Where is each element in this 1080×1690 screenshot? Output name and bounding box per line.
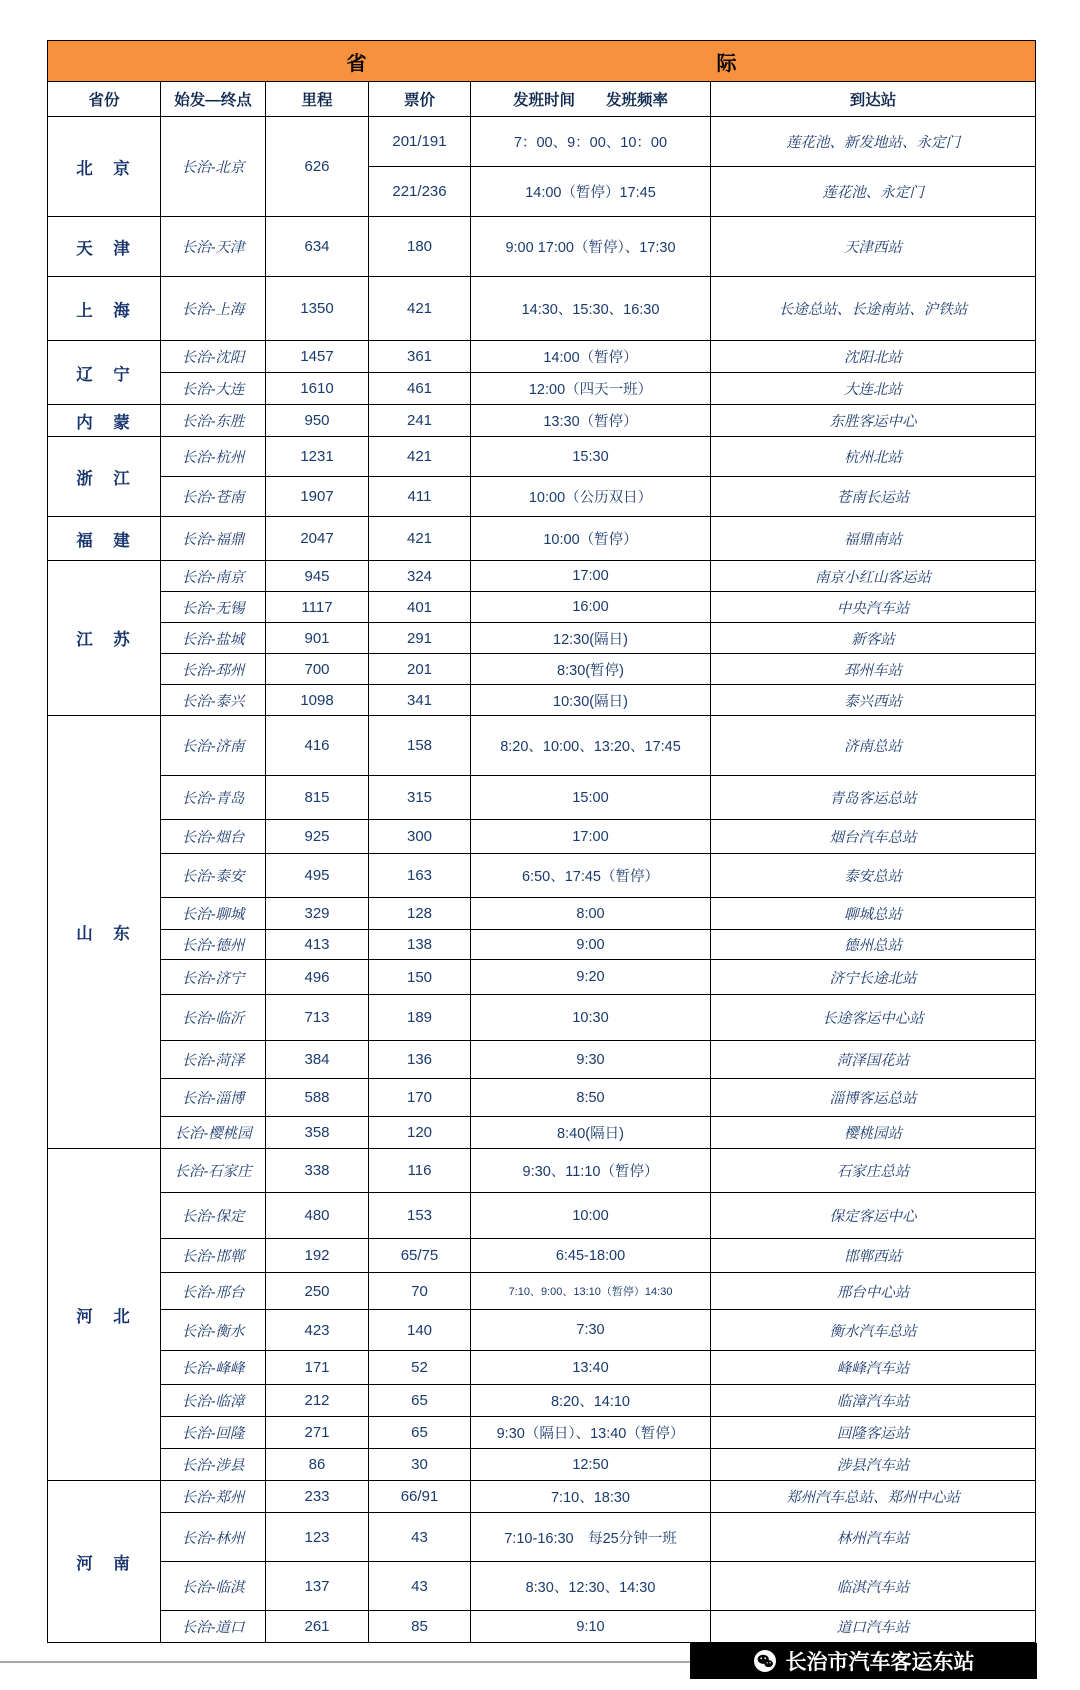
arrive-cell: 林州汽车站	[711, 1513, 1036, 1562]
time-cell: 15:00	[471, 776, 711, 820]
table-row	[48, 995, 1036, 1041]
price-cell: 138	[369, 930, 471, 960]
arrive-cell: 道口汽车站	[711, 1611, 1036, 1643]
time-cell: 9:00	[471, 930, 711, 960]
title-right-char: 际	[716, 52, 737, 75]
arrive-cell: 南京小红山客运站	[711, 561, 1036, 592]
price-cell: 241	[369, 405, 471, 437]
time-cell: 14:30、15:30、16:30	[471, 277, 711, 341]
route-cell: 长治-邯郸	[161, 1239, 266, 1273]
route-cell: 长治-菏泽	[161, 1041, 266, 1079]
time-cell: 14:00（暂停）	[471, 341, 711, 373]
mileage-cell: 233	[266, 1481, 369, 1513]
price-cell: 361	[369, 341, 471, 373]
table-row	[48, 1513, 1036, 1562]
table-row	[48, 898, 1036, 930]
route-cell: 长治-石家庄	[161, 1149, 266, 1193]
mileage-cell: 496	[266, 960, 369, 995]
province-cell: 山 东	[48, 716, 161, 1149]
price-cell: 401	[369, 592, 471, 623]
mileage-cell: 634	[266, 217, 369, 277]
mileage-cell: 413	[266, 930, 369, 960]
price-cell: 158	[369, 716, 471, 776]
province-cell: 福 建	[48, 517, 161, 561]
province-cell: 浙 江	[48, 437, 161, 517]
arrive-cell: 临淇汽车站	[711, 1562, 1036, 1611]
route-cell: 长治-回隆	[161, 1417, 266, 1449]
arrive-cell: 天津西站	[711, 217, 1036, 277]
arrive-cell: 苍南长运站	[711, 477, 1036, 517]
column-header: 省份	[48, 82, 161, 117]
price-cell: 421	[369, 437, 471, 477]
route-cell: 长治-泰兴	[161, 685, 266, 716]
price-cell: 163	[369, 854, 471, 898]
price-cell: 221/236	[369, 167, 471, 217]
time-cell: 12:30(隔日)	[471, 623, 711, 654]
table-row	[48, 654, 1036, 685]
table-row	[48, 1385, 1036, 1417]
time-cell: 16:00	[471, 592, 711, 623]
mileage-cell: 925	[266, 820, 369, 854]
mileage-cell: 137	[266, 1562, 369, 1611]
price-cell: 421	[369, 277, 471, 341]
mileage-cell: 1231	[266, 437, 369, 477]
time-cell: 15:30	[471, 437, 711, 477]
table-row	[48, 685, 1036, 716]
column-header: 里程	[266, 82, 369, 117]
mileage-cell: 1457	[266, 341, 369, 373]
route-cell: 长治-临淇	[161, 1562, 266, 1611]
arrive-cell: 莲花池、永定门	[711, 167, 1036, 217]
arrive-cell: 东胜客运中心	[711, 405, 1036, 437]
mileage-cell: 815	[266, 776, 369, 820]
table-row	[48, 517, 1036, 561]
table-row	[48, 1481, 1036, 1513]
province-cell: 上 海	[48, 277, 161, 341]
price-cell: 201/191	[369, 117, 471, 167]
price-cell: 65	[369, 1417, 471, 1449]
price-cell: 85	[369, 1611, 471, 1643]
province-cell: 天 津	[48, 217, 161, 277]
route-cell: 长治-济南	[161, 716, 266, 776]
table-row	[48, 820, 1036, 854]
price-cell: 128	[369, 898, 471, 930]
province-cell: 江 苏	[48, 561, 161, 716]
mileage-cell: 192	[266, 1239, 369, 1273]
time-cell: 12:00（四天一班）	[471, 373, 711, 405]
table-row	[48, 561, 1036, 592]
time-cell: 17:00	[471, 820, 711, 854]
time-cell: 8:50	[471, 1079, 711, 1117]
time-cell: 9:30（隔日）、13:40（暂停）	[471, 1417, 711, 1449]
table-row	[48, 716, 1036, 776]
price-cell: 421	[369, 517, 471, 561]
province-cell: 内 蒙	[48, 405, 161, 437]
arrive-cell: 烟台汽车总站	[711, 820, 1036, 854]
table-row	[48, 117, 1036, 167]
mileage-cell: 1907	[266, 477, 369, 517]
time-cell: 9:20	[471, 960, 711, 995]
time-cell: 7：00、9：00、10：00	[471, 117, 711, 167]
route-cell: 长治-峰峰	[161, 1351, 266, 1385]
time-cell: 7:30	[471, 1310, 711, 1351]
table-row	[48, 341, 1036, 373]
route-cell: 长治-淄博	[161, 1079, 266, 1117]
table-row	[48, 623, 1036, 654]
mileage-cell: 945	[266, 561, 369, 592]
price-cell: 30	[369, 1449, 471, 1481]
time-cell: 14:00（暂停）17:45	[471, 167, 711, 217]
time-cell: 6:50、17:45（暂停）	[471, 854, 711, 898]
mileage-cell: 950	[266, 405, 369, 437]
price-cell: 189	[369, 995, 471, 1041]
arrive-cell: 福鼎南站	[711, 517, 1036, 561]
table-row	[48, 1117, 1036, 1149]
mileage-cell: 1098	[266, 685, 369, 716]
time-cell: 13:30（暂停）	[471, 405, 711, 437]
route-cell: 长治-青岛	[161, 776, 266, 820]
arrive-cell: 济宁长途北站	[711, 960, 1036, 995]
mileage-cell: 626	[266, 117, 369, 217]
price-cell: 300	[369, 820, 471, 854]
route-cell: 长治-杭州	[161, 437, 266, 477]
route-cell: 长治-大连	[161, 373, 266, 405]
table-row	[48, 477, 1036, 517]
arrive-cell: 青岛客运总站	[711, 776, 1036, 820]
table-row	[48, 1310, 1036, 1351]
route-cell: 长治-林州	[161, 1513, 266, 1562]
route-cell: 长治-泰安	[161, 854, 266, 898]
column-header: 始发—终点	[161, 82, 266, 117]
table-row	[48, 1239, 1036, 1273]
route-cell: 长治-道口	[161, 1611, 266, 1643]
route-cell: 长治-樱桃园	[161, 1117, 266, 1149]
mileage-cell: 901	[266, 623, 369, 654]
mileage-cell: 384	[266, 1041, 369, 1079]
province-cell: 辽 宁	[48, 341, 161, 405]
table-row	[48, 1449, 1036, 1481]
route-cell: 长治-北京	[161, 117, 266, 217]
route-cell: 长治-烟台	[161, 820, 266, 854]
table-row	[48, 930, 1036, 960]
route-cell: 长治-上海	[161, 277, 266, 341]
arrive-cell: 聊城总站	[711, 898, 1036, 930]
mileage-cell: 700	[266, 654, 369, 685]
price-cell: 136	[369, 1041, 471, 1079]
province-cell: 北 京	[48, 117, 161, 217]
table-title-row	[48, 41, 1036, 82]
arrive-cell: 回隆客运站	[711, 1417, 1036, 1449]
price-cell: 201	[369, 654, 471, 685]
table-row	[48, 1193, 1036, 1239]
price-cell: 140	[369, 1310, 471, 1351]
arrive-cell: 新客站	[711, 623, 1036, 654]
time-cell: 9:10	[471, 1611, 711, 1643]
time-cell: 6:45-18:00	[471, 1239, 711, 1273]
table-row	[48, 1079, 1036, 1117]
time-cell: 8:30(暂停)	[471, 654, 711, 685]
route-cell: 长治-沈阳	[161, 341, 266, 373]
mileage-cell: 588	[266, 1079, 369, 1117]
route-cell: 长治-无锡	[161, 592, 266, 623]
mileage-cell: 123	[266, 1513, 369, 1562]
price-cell: 65/75	[369, 1239, 471, 1273]
mileage-cell: 212	[266, 1385, 369, 1417]
time-cell: 12:50	[471, 1449, 711, 1481]
price-cell: 324	[369, 561, 471, 592]
route-cell: 长治-天津	[161, 217, 266, 277]
schedule-table-body	[48, 117, 1036, 1643]
price-cell: 170	[369, 1079, 471, 1117]
time-cell: 10:30(隔日)	[471, 685, 711, 716]
column-header-row	[48, 82, 1036, 117]
station-banner	[690, 1643, 1037, 1679]
mileage-cell: 1350	[266, 277, 369, 341]
price-cell: 153	[369, 1193, 471, 1239]
time-cell: 8:30、12:30、14:30	[471, 1562, 711, 1611]
route-cell: 长治-邳州	[161, 654, 266, 685]
table-row	[48, 1611, 1036, 1643]
arrive-cell: 涉县汽车站	[711, 1449, 1036, 1481]
province-cell: 河 南	[48, 1481, 161, 1643]
arrive-cell: 长途总站、长途南站、沪铁站	[711, 277, 1036, 341]
table-row	[48, 217, 1036, 277]
table-row	[48, 1351, 1036, 1385]
time-cell: 17:00	[471, 561, 711, 592]
title-left-char: 省	[346, 52, 367, 75]
mileage-cell: 250	[266, 1273, 369, 1310]
price-cell: 52	[369, 1351, 471, 1385]
mileage-cell: 416	[266, 716, 369, 776]
time-cell: 13:40	[471, 1351, 711, 1385]
mileage-cell: 1117	[266, 592, 369, 623]
arrive-cell: 峰峰汽车站	[711, 1351, 1036, 1385]
time-cell: 7:10、18:30	[471, 1481, 711, 1513]
time-cell: 9:30	[471, 1041, 711, 1079]
route-cell: 长治-涉县	[161, 1449, 266, 1481]
table-row	[48, 1273, 1036, 1310]
arrive-cell: 郑州汽车总站、郑州中心站	[711, 1481, 1036, 1513]
price-cell: 291	[369, 623, 471, 654]
arrive-cell: 邢台中心站	[711, 1273, 1036, 1310]
time-cell: 8:20、10:00、13:20、17:45	[471, 716, 711, 776]
time-cell: 9:00 17:00（暂停）、17:30	[471, 217, 711, 277]
time-cell: 8:20、14:10	[471, 1385, 711, 1417]
column-header: 发班时间 发班频率	[471, 82, 711, 117]
arrive-cell: 济南总站	[711, 716, 1036, 776]
table-row	[48, 277, 1036, 341]
time-cell: 7:10、9:00、13:10（暂停）14:30	[471, 1273, 711, 1310]
time-cell: 10:00（公历双日）	[471, 477, 711, 517]
table-title	[48, 41, 1036, 82]
arrive-cell: 邯郸西站	[711, 1239, 1036, 1273]
table-row	[48, 776, 1036, 820]
price-cell: 116	[369, 1149, 471, 1193]
station-name: 长治市汽车客运东站	[785, 1651, 975, 1674]
price-cell: 341	[369, 685, 471, 716]
mileage-cell: 423	[266, 1310, 369, 1351]
arrive-cell: 衡水汽车总站	[711, 1310, 1036, 1351]
arrive-cell: 大连北站	[711, 373, 1036, 405]
route-cell: 长治-福鼎	[161, 517, 266, 561]
arrive-cell: 保定客运中心	[711, 1193, 1036, 1239]
price-cell: 315	[369, 776, 471, 820]
route-cell: 长治-郑州	[161, 1481, 266, 1513]
arrive-cell: 沈阳北站	[711, 341, 1036, 373]
table-row	[48, 1149, 1036, 1193]
time-cell: 9:30、11:10（暂停）	[471, 1149, 711, 1193]
route-cell: 长治-邢台	[161, 1273, 266, 1310]
arrive-cell: 邳州车站	[711, 654, 1036, 685]
column-header: 票价	[369, 82, 471, 117]
table-row	[48, 373, 1036, 405]
time-cell: 10:00	[471, 1193, 711, 1239]
arrive-cell: 中央汽车站	[711, 592, 1036, 623]
table-row	[48, 405, 1036, 437]
arrive-cell: 淄博客运总站	[711, 1079, 1036, 1117]
arrive-cell: 泰兴西站	[711, 685, 1036, 716]
price-cell: 65	[369, 1385, 471, 1417]
route-cell: 长治-德州	[161, 930, 266, 960]
route-cell: 长治-济宁	[161, 960, 266, 995]
mileage-cell: 329	[266, 898, 369, 930]
price-cell: 43	[369, 1562, 471, 1611]
time-cell: 10:30	[471, 995, 711, 1041]
mileage-cell: 713	[266, 995, 369, 1041]
arrive-cell: 石家庄总站	[711, 1149, 1036, 1193]
table-title-text	[52, 47, 1031, 76]
route-cell: 长治-聊城	[161, 898, 266, 930]
mileage-cell: 86	[266, 1449, 369, 1481]
time-cell: 10:00（暂停）	[471, 517, 711, 561]
route-cell: 长治-保定	[161, 1193, 266, 1239]
table-row	[48, 854, 1036, 898]
route-cell: 长治-苍南	[161, 477, 266, 517]
arrive-cell: 莲花池、新发地站、永定门	[711, 117, 1036, 167]
arrive-cell: 德州总站	[711, 930, 1036, 960]
arrive-cell: 临漳汽车站	[711, 1385, 1036, 1417]
arrive-cell: 长途客运中心站	[711, 995, 1036, 1041]
table-row	[48, 1417, 1036, 1449]
wechat-icon	[753, 1649, 777, 1673]
route-cell: 长治-盐城	[161, 623, 266, 654]
schedule-table	[47, 40, 1036, 1643]
province-cell: 河 北	[48, 1149, 161, 1481]
price-cell: 43	[369, 1513, 471, 1562]
arrive-cell: 泰安总站	[711, 854, 1036, 898]
route-cell: 长治-南京	[161, 561, 266, 592]
mileage-cell: 495	[266, 854, 369, 898]
price-cell: 180	[369, 217, 471, 277]
price-cell: 120	[369, 1117, 471, 1149]
mileage-cell: 358	[266, 1117, 369, 1149]
mileage-cell: 271	[266, 1417, 369, 1449]
route-cell: 长治-临漳	[161, 1385, 266, 1417]
mileage-cell: 1610	[266, 373, 369, 405]
table-row	[48, 1041, 1036, 1079]
column-header: 到达站	[711, 82, 1036, 117]
table-row	[48, 1562, 1036, 1611]
route-cell: 长治-东胜	[161, 405, 266, 437]
table-row	[48, 437, 1036, 477]
mileage-cell: 171	[266, 1351, 369, 1385]
mileage-cell: 2047	[266, 517, 369, 561]
time-cell: 7:10-16:30 每25分钟一班	[471, 1513, 711, 1562]
time-cell: 8:00	[471, 898, 711, 930]
route-cell: 长治-临沂	[161, 995, 266, 1041]
price-cell: 150	[369, 960, 471, 995]
route-cell: 长治-衡水	[161, 1310, 266, 1351]
price-cell: 70	[369, 1273, 471, 1310]
price-cell: 66/91	[369, 1481, 471, 1513]
arrive-cell: 杭州北站	[711, 437, 1036, 477]
mileage-cell: 480	[266, 1193, 369, 1239]
time-cell: 8:40(隔日)	[471, 1117, 711, 1149]
mileage-cell: 338	[266, 1149, 369, 1193]
table-row	[48, 592, 1036, 623]
price-cell: 461	[369, 373, 471, 405]
table-row	[48, 960, 1036, 995]
price-cell: 411	[369, 477, 471, 517]
arrive-cell: 樱桃园站	[711, 1117, 1036, 1149]
footer-divider	[0, 1661, 695, 1663]
arrive-cell: 菏泽国花站	[711, 1041, 1036, 1079]
mileage-cell: 261	[266, 1611, 369, 1643]
